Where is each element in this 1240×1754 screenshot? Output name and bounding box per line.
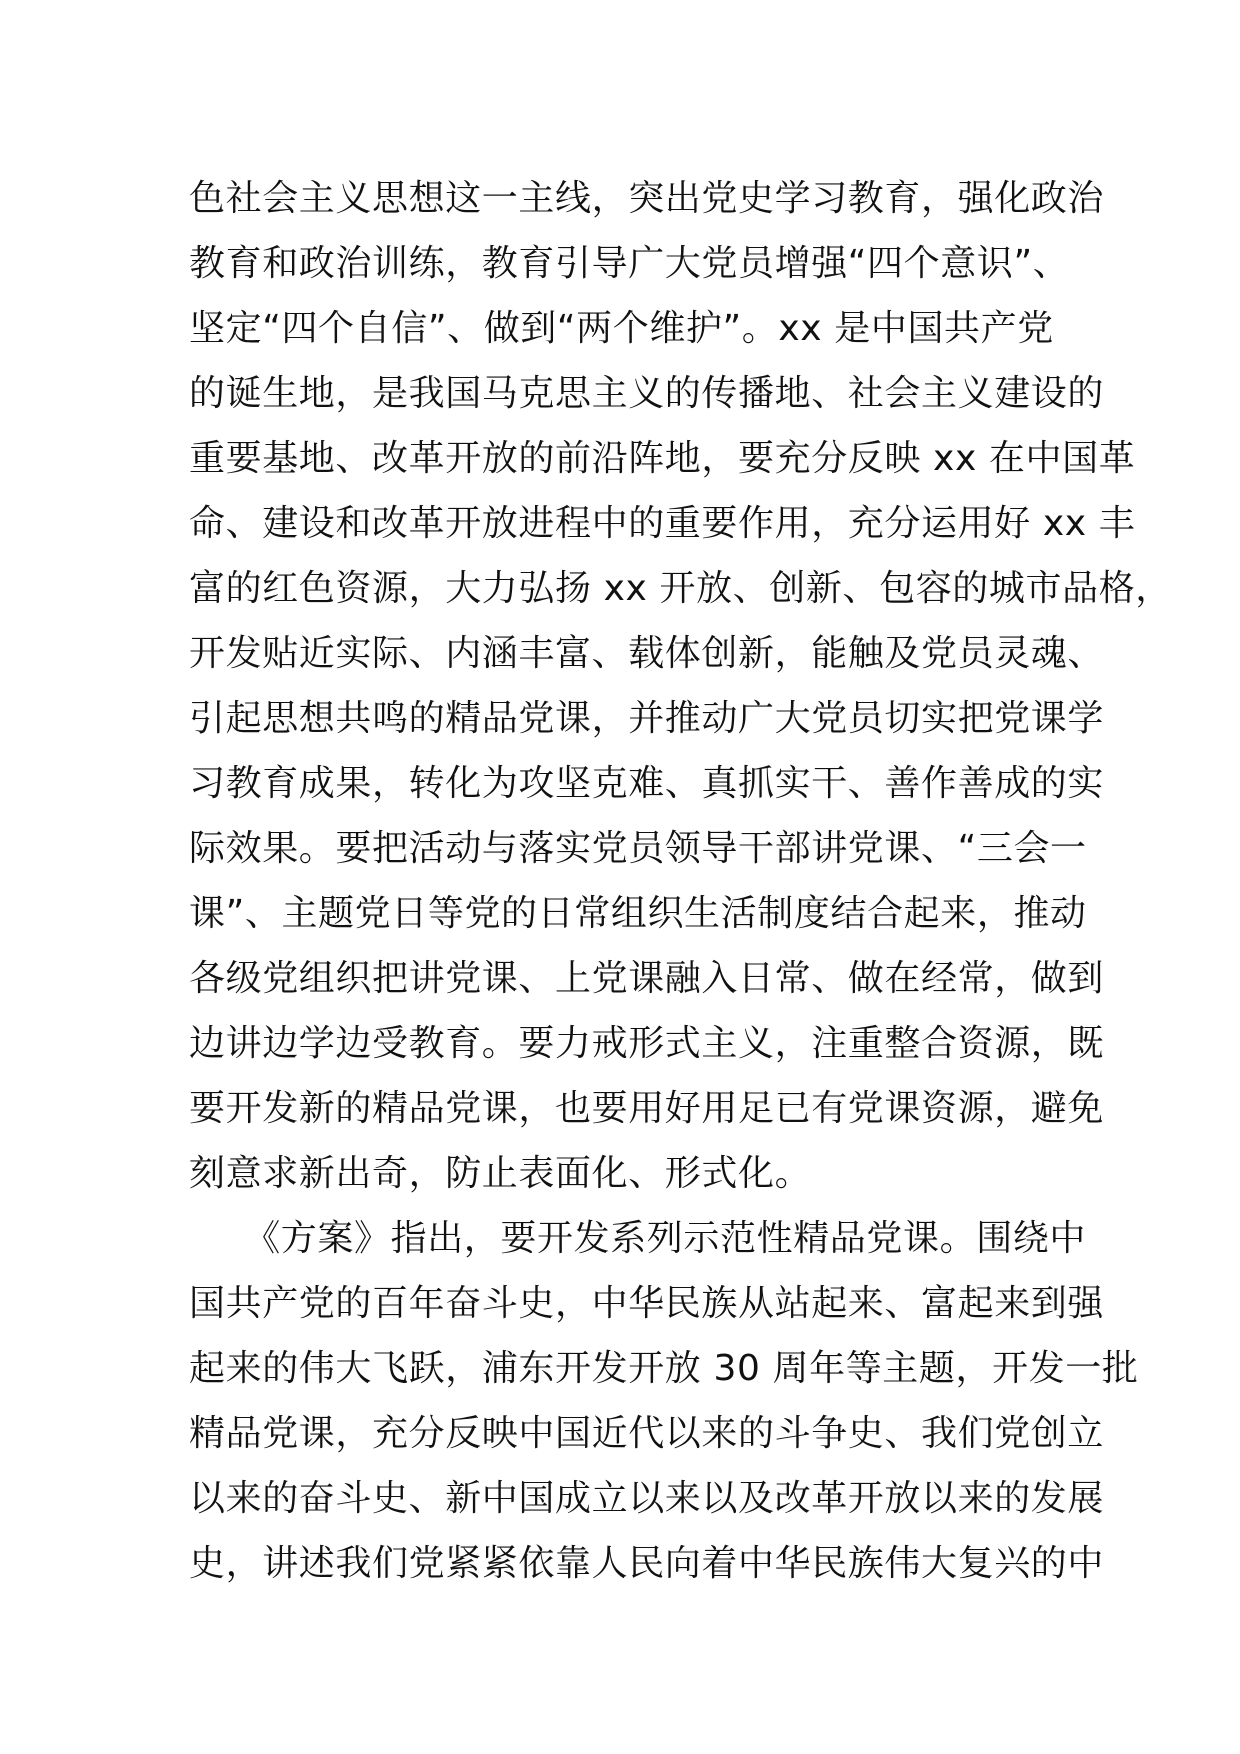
text-line: 命、建设和改革开放进程中的重要作用，充分运用好 xx 丰 [189,503,1136,544]
text-line: 精品党课，充分反映中国近代以来的斗争史、我们党创立 [189,1413,1105,1454]
text-line: 际效果。要把活动与落实党员领导干部讲党课、“三会一 [189,828,1087,869]
text-line: 重要基地、改革开放的前沿阵地，要充分反映 xx 在中国革 [189,438,1136,479]
text-line: 色社会主义思想这一主线，突出党史学习教育，强化政治 [189,178,1105,219]
text-line: 刻意求新出奇，防止表面化、形式化。 [189,1153,812,1194]
paragraph-start-line: 《方案》指出，要开发系列示范性精品党课。围绕中 [189,1218,1087,1259]
text-line: 富的红色资源，大力弘扬 xx 开放、创新、包容的城市品格， [189,568,1172,609]
body-text [189,166,1172,1596]
text-line: 课”、主题党日等党的日常组织生活制度结合起来，推动 [189,893,1087,934]
text-line: 习教育成果，转化为攻坚克难、真抓实干、善作善成的实 [189,763,1105,804]
text-line: 以来的奋斗史、新中国成立以来以及改革开放以来的发展 [189,1478,1105,1519]
text-line: 起来的伟大飞跃，浦东开发开放 30 周年等主题，开发一批 [189,1348,1139,1389]
text-line: 国共产党的百年奋斗史，中华民族从站起来、富起来到强 [189,1283,1105,1324]
text-line: 各级党组织把讲党课、上党课融入日常、做在经常，做到 [189,958,1105,999]
text-line: 坚定“四个自信”、做到“两个维护”。xx 是中国共产党 [189,308,1054,349]
text-line: 边讲边学边受教育。要力戒形式主义，注重整合资源，既 [189,1023,1105,1064]
text-line: 教育和政治训练，教育引导广大党员增强“四个意识”、 [189,243,1070,284]
text-line: 引起思想共鸣的精品党课，并推动广大党员切实把党课学 [189,698,1105,739]
text-line: 开发贴近实际、内涵丰富、载体创新，能触及党员灵魂、 [189,633,1105,674]
text-line: 要开发新的精品党课，也要用好用足已有党课资源，避免 [189,1088,1105,1129]
text-line: 史，讲述我们党紧紧依靠人民向着中华民族伟大复兴的中 [189,1543,1105,1584]
text-line: 的诞生地，是我国马克思主义的传播地、社会主义建设的 [189,373,1105,414]
